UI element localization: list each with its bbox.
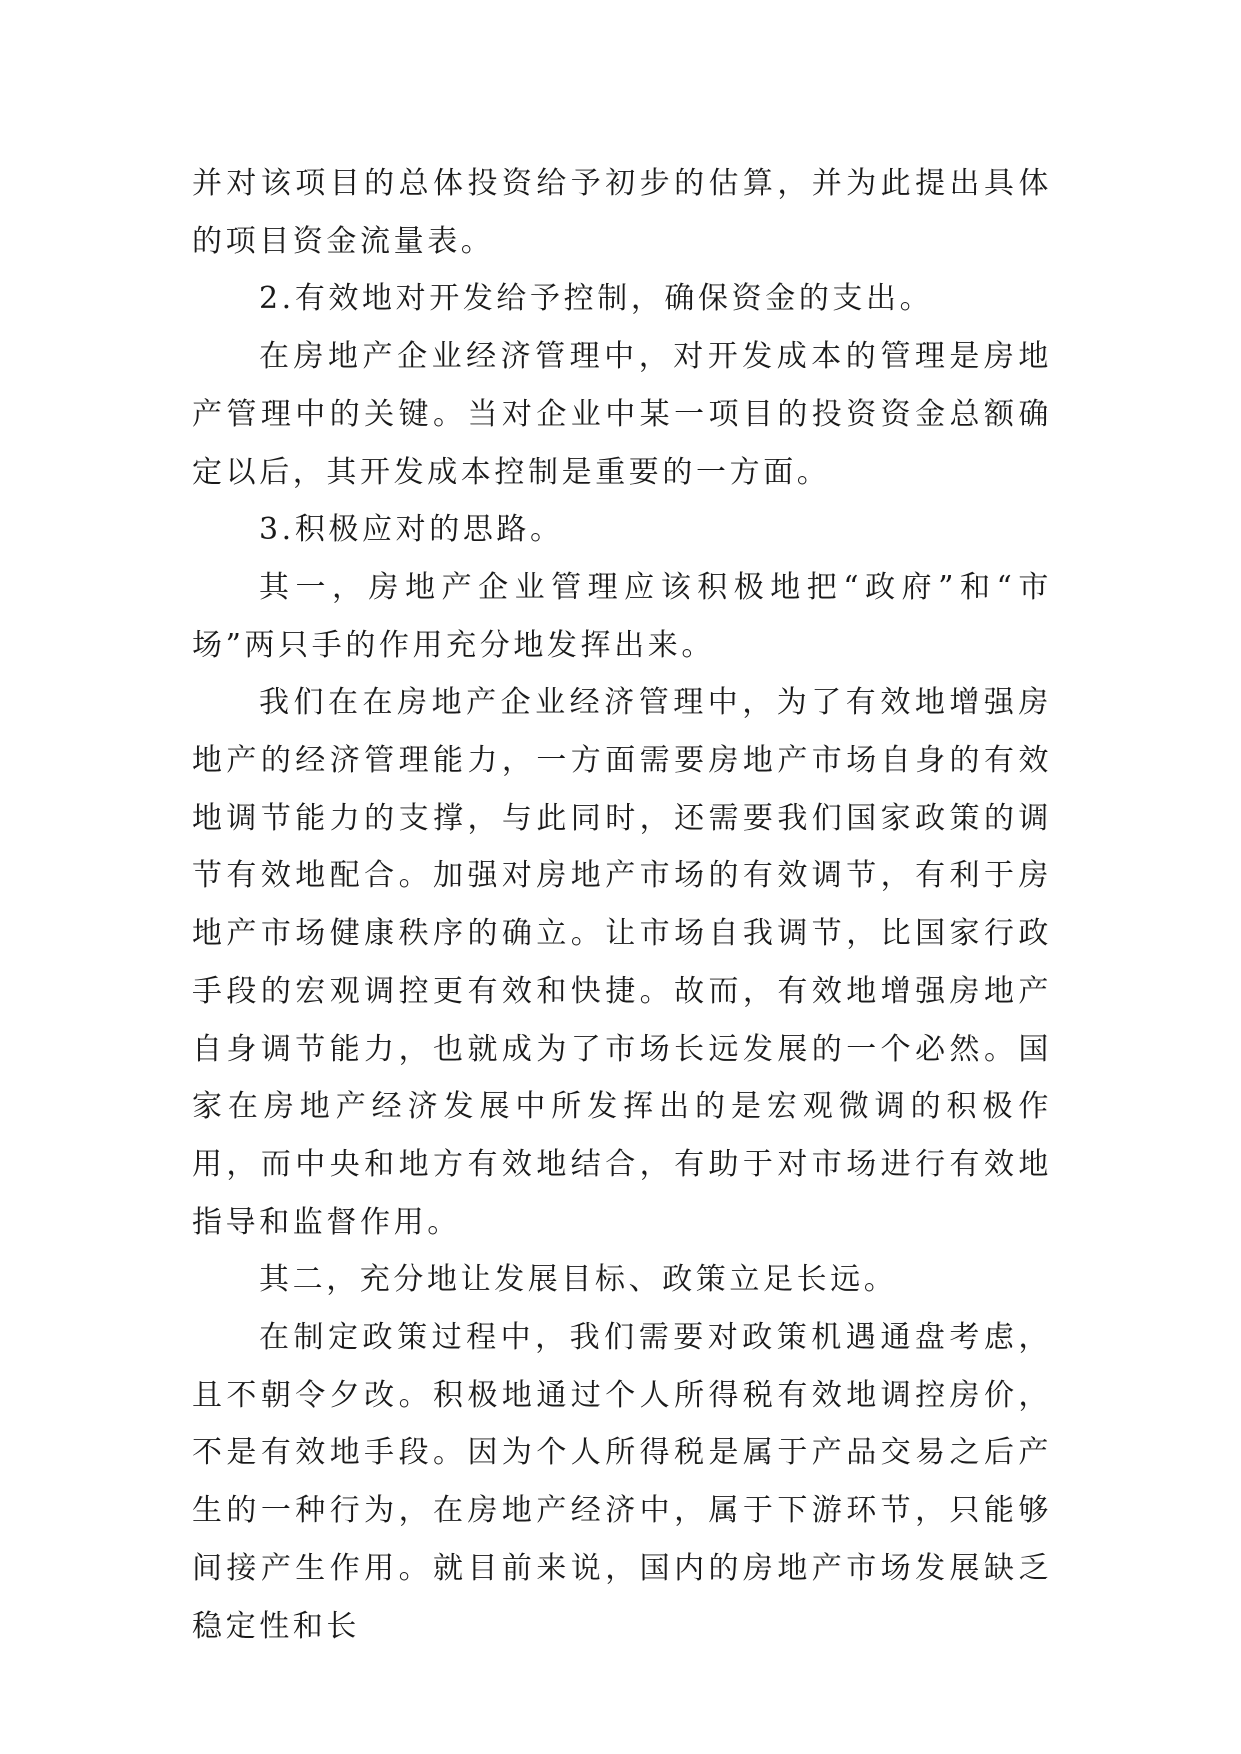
paragraph-5: 其一，房地产企业管理应该积极地把“政府”和“市场”两只手的作用充分地发挥出来。 <box>192 569 1052 663</box>
paragraph-2: 2.有效地对开发给予控制，确保资金的支出。 <box>259 281 934 317</box>
paragraph-3: 在房地产企业经济管理中，对开发成本的管理是房地产管理中的关键。当对企业中某一项目的投资资金总额确定以后，其开发成本控制是重要的一方面。 <box>192 339 1052 490</box>
document-body <box>192 155 1052 1655</box>
paragraph-6: 我们在在房地产企业经济管理中，为了有效地增强房地产的经济管理能力，一方面需要房地产市场自身的有效地调节能力的支撑，与此同时，还需要我们国家政策的调节有效地配合。加强对房地产市场的有效调节，有利于房地产市场健康秩序的确立。让市场自我调节，比国家行政手段的宏观调控更有效和快捷。故而，有效地增强房地产自身调节能力，也就成为了市场长远发展的一个必然。国家在房地产经济发展中所发挥出的是宏观微调的积极作用，而中央和地方有效地结合，有助于对市场进行有效地指导和监督作用。 <box>192 685 1052 1240</box>
paragraph-4: 3.积极应对的思路。 <box>259 512 564 548</box>
paragraph-7: 其二，充分地让发展目标、政策立足长远。 <box>259 1262 898 1298</box>
paragraph-1: 并对该项目的总体投资给予初步的估算，并为此提出具体的项目资金流量表。 <box>192 166 1052 259</box>
paragraph-8: 在制定政策过程中，我们需要对政策机遇通盘考虑，且不朝令夕改。积极地通过个人所得税有效地调控房价，不是有效地手段。因为个人所得税是属于产品交易之后产生的一种行为，在房地产经济中，属于下游环节，只能够间接产生作用。就目前来说，国内的房地产市场发展缺乏稳定性和长 <box>192 1320 1052 1644</box>
